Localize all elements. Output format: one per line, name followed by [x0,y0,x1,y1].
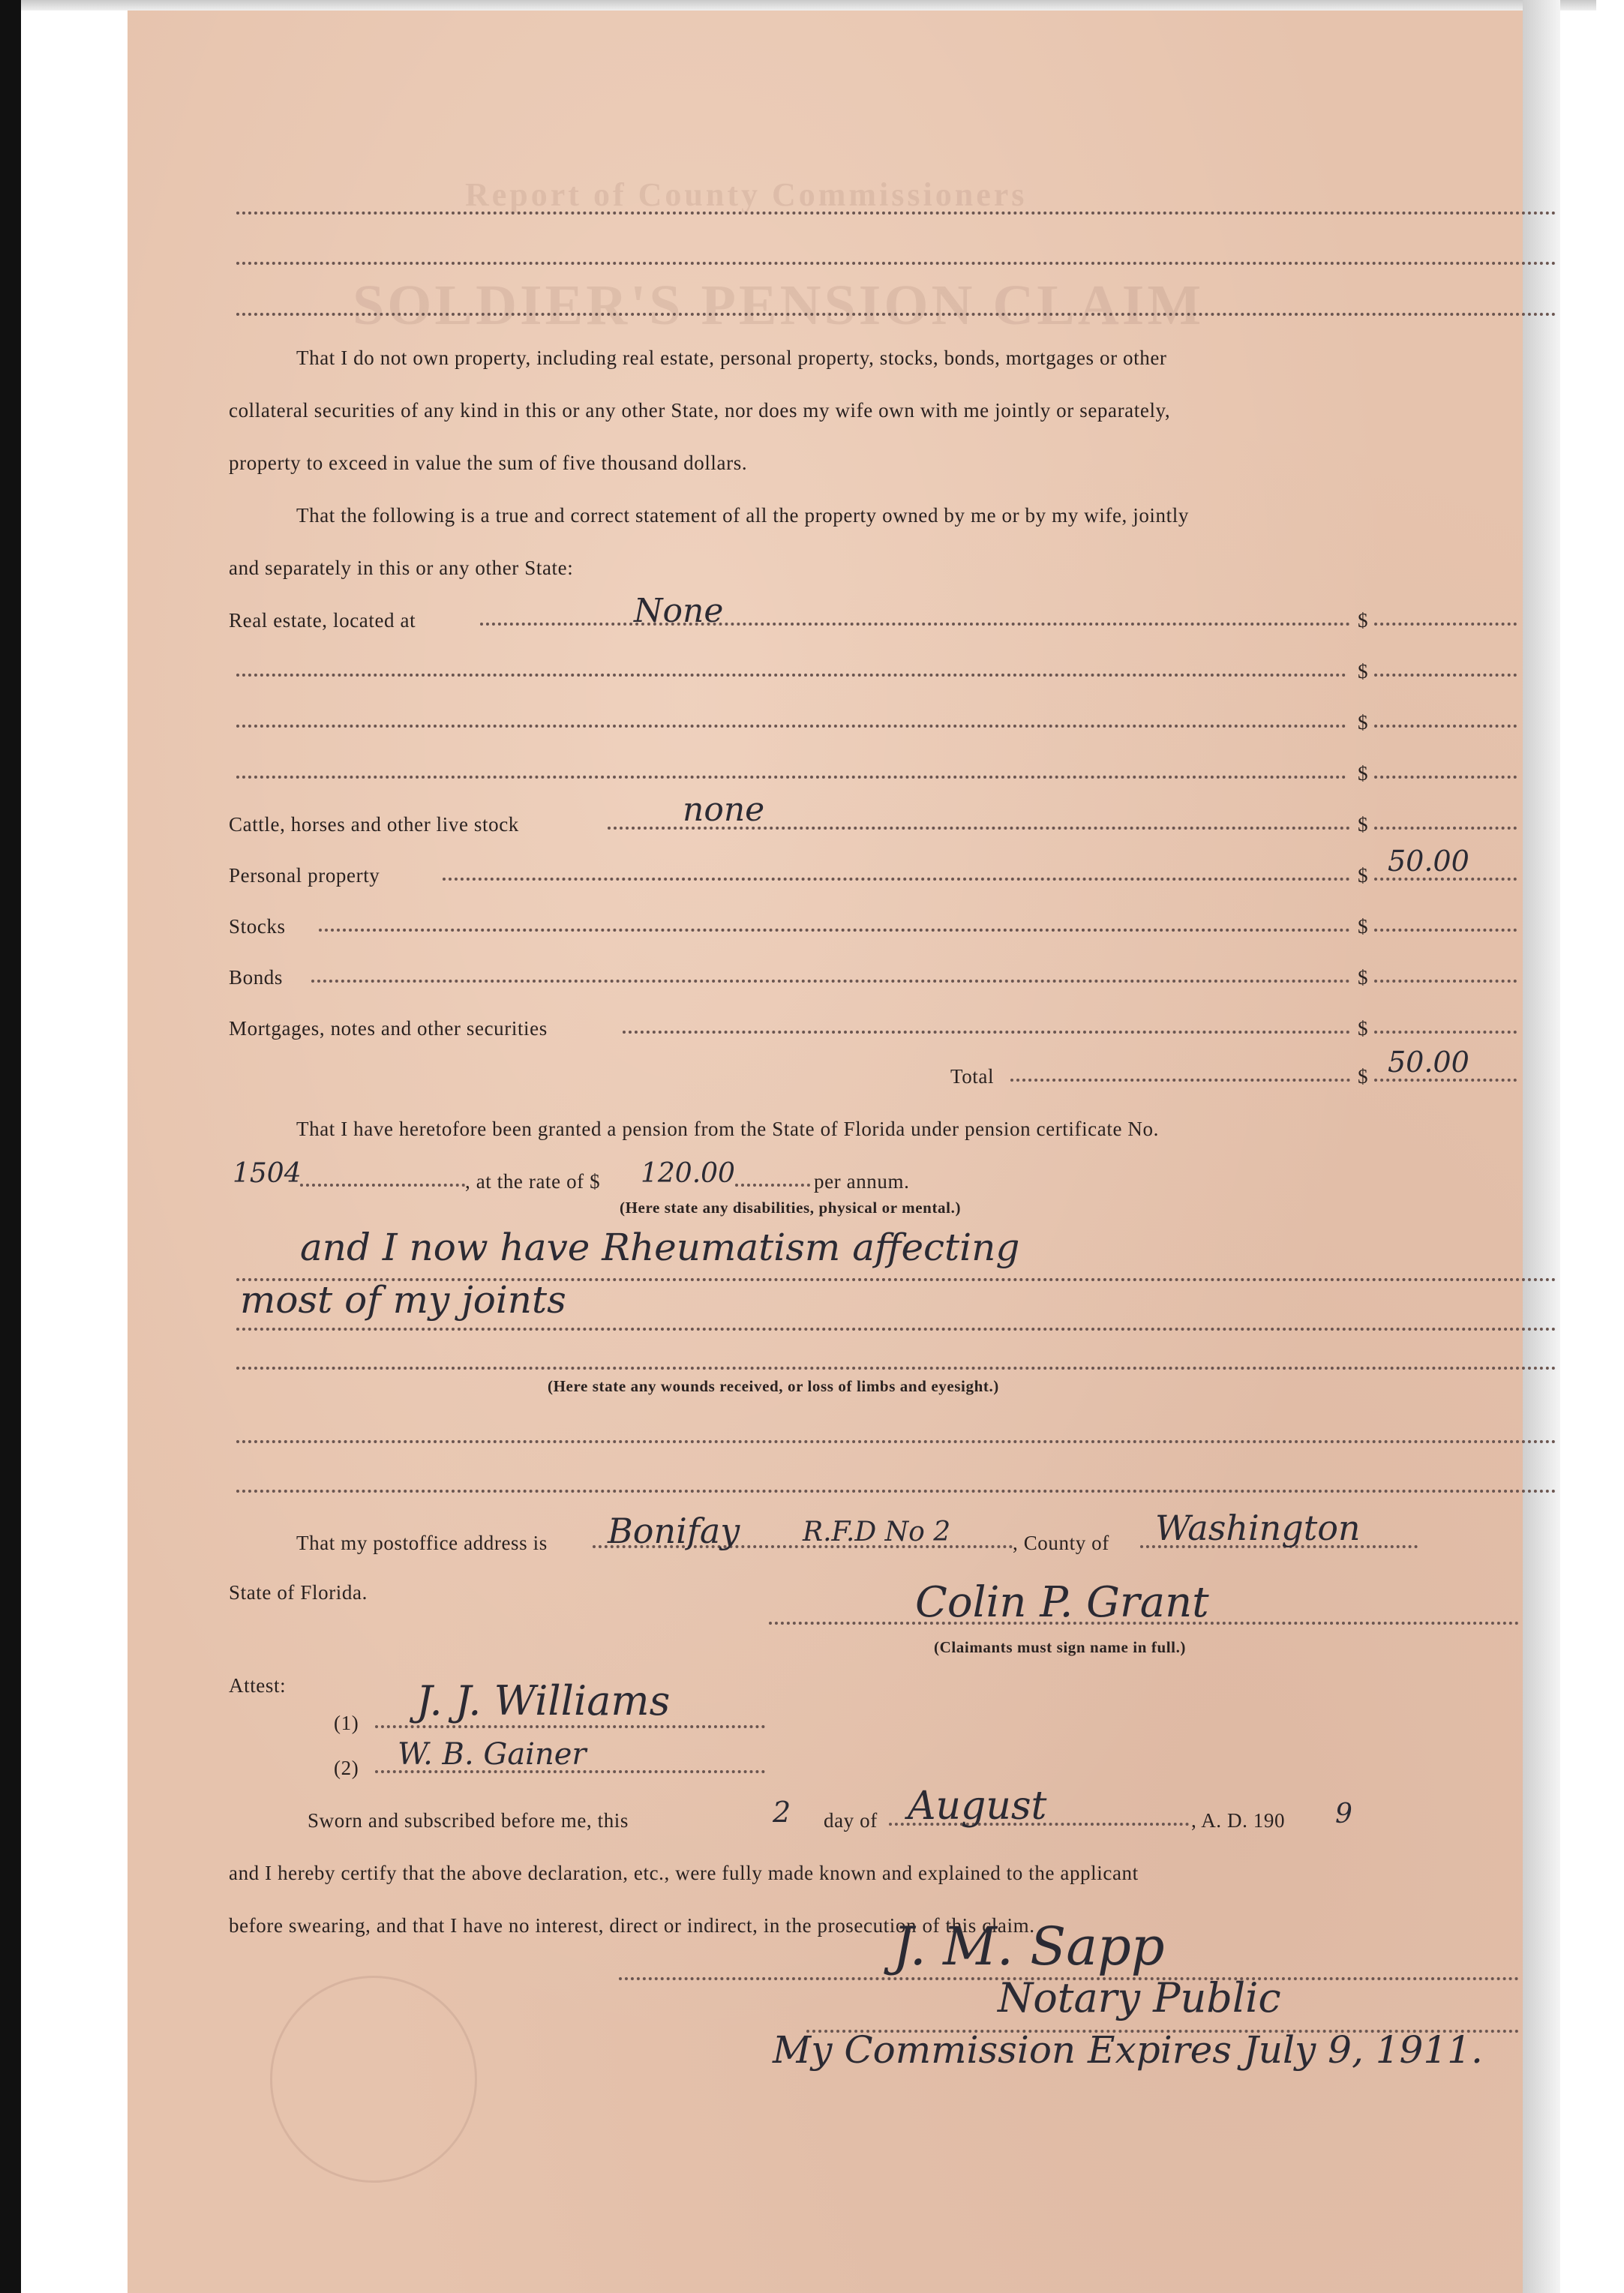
wounds-instruction: (Here state any wounds received, or loss of limbs and eyesight.) [548,1377,999,1395]
amount-blank [1374,929,1517,932]
leader-dots [319,929,1350,932]
oath-day: 2 [773,1796,791,1829]
amount-blank [1374,1079,1517,1082]
amount-blank [1374,878,1517,881]
commission-expiry: My Commission Expires July 9, 1911. [773,2028,1483,2072]
statement-line: and separately in this or any other State: [229,557,574,579]
pension-rate-prefix: , at the rate of $ [465,1170,601,1193]
attest-label: Attest: [229,1674,287,1697]
dollar-sign: $ [1358,915,1369,938]
mortgages-label: Mortgages, notes and other securities [229,1017,548,1040]
pension-statement: That I have heretofore been granted a pension from the State of Florida under pension certificate No. [296,1118,1159,1140]
oath-day-label: day of [824,1809,878,1832]
pension-certificate-number: 1504 [233,1158,302,1189]
livestock-label: Cattle, horses and other live stock [229,813,519,836]
pension-rate-suffix: per annum. [814,1170,910,1193]
leader-dots [1010,1079,1350,1082]
witness-2-signature: W. B. Gainer [398,1737,587,1772]
pension-form-page [128,11,1523,2293]
blank-line [236,725,1346,728]
blank-line [236,1367,1556,1370]
watermark-heading: Report of County Commissioners [465,176,1028,213]
real-estate-label: Real estate, located at [229,609,416,632]
dollar-sign: $ [1358,711,1369,734]
leader-dots [735,1184,810,1187]
watermark-title: SOLDIER'S PENSION CLAIM [353,274,1205,337]
statement-line: That I do not own property, including real estate, personal property, stocks, bonds, mortgages or other [296,347,1167,369]
county-label: , County of [1013,1532,1109,1554]
dollar-sign: $ [1358,1065,1369,1088]
oath-month: August [908,1784,1047,1829]
state-label: State of Florida. [229,1581,368,1604]
blank-line [236,1440,1556,1443]
dollar-sign: $ [1358,660,1369,683]
amount-blank [1374,725,1517,728]
stocks-label: Stocks [229,915,286,938]
personal-property-label: Personal property [229,864,380,887]
county-value: Washington [1155,1508,1361,1548]
blank-line [236,674,1346,677]
dollar-sign: $ [1358,762,1369,785]
blank-line [236,776,1346,779]
blank-line [236,1490,1556,1493]
amount-blank [1374,980,1517,983]
amount-blank [1374,776,1517,779]
personal-property-amount: 50.00 [1388,845,1469,878]
claimant-instruction: (Claimants must sign name in full.) [934,1638,1187,1656]
blank-line [236,313,1556,316]
certification-line: before swearing, and that I have no interest, direct or indirect, in the prosecution of this claim. [229,1914,1035,1937]
bonds-label: Bonds [229,966,284,989]
dollar-sign: $ [1358,864,1369,887]
postoffice-value: Bonifay [608,1511,740,1551]
blank-line [236,212,1556,215]
total-amount: 50.00 [1388,1046,1469,1079]
oath-year-digit: 9 [1335,1799,1352,1829]
statement-line: That the following is a true and correct statement of all the property owned by me or by my wife, jointly [296,504,1189,527]
leader-dots [623,1031,1350,1034]
witness-number: (1) [334,1712,359,1734]
disability-statement: and I now have Rheumatism affecting [300,1226,1020,1269]
total-label: Total [950,1065,995,1088]
amount-blank [1374,1031,1517,1034]
notary-signature: J. M. Sapp [893,1916,1165,1977]
leader-dots [311,980,1350,983]
oath-prefix: Sworn and subscribed before me, this [308,1809,629,1832]
statement-line: property to exceed in value the sum of five thousand dollars. [229,452,748,474]
scan-top-border [21,0,1596,11]
leader-dots [480,623,1350,626]
notary-title: Notary Public [998,1974,1281,2021]
scan-left-border [0,0,21,2293]
leader-dots [300,1184,465,1187]
witness-1-signature: J. J. Williams [416,1677,671,1724]
dollar-sign: $ [1358,1017,1369,1040]
claimant-signature: Colin P. Grant [915,1578,1209,1627]
blank-line [236,262,1556,265]
amount-blank [1374,623,1517,626]
rural-route-value: R.F.D No 2 [803,1517,951,1547]
blank-line [236,1328,1556,1331]
real-estate-value: None [634,592,724,630]
dollar-sign: $ [1358,966,1369,989]
notary-seal-impression [270,1976,477,2183]
scan-right-margin [1523,0,1560,2293]
postoffice-label: That my postoffice address is [296,1532,548,1554]
signature-line [375,1725,765,1728]
amount-blank [1374,674,1517,677]
amount-blank [1374,827,1517,830]
witness-number: (2) [334,1757,359,1779]
disability-statement: most of my joints [240,1278,566,1322]
oath-year-prefix: , A. D. 190 [1191,1809,1286,1832]
certification-line: and I hereby certify that the above declaration, etc., were fully made known and explained to the applicant [229,1862,1139,1884]
leader-dots [443,878,1350,881]
dollar-sign: $ [1358,609,1369,632]
pension-rate: 120.00 [641,1158,735,1189]
dollar-sign: $ [1358,813,1369,836]
livestock-value: none [683,791,765,829]
disabilities-instruction: (Here state any disabilities, physical or mental.) [620,1199,962,1217]
statement-line: collateral securities of any kind in this or any other State, nor does my wife own with me jointly or separately, [229,399,1171,422]
